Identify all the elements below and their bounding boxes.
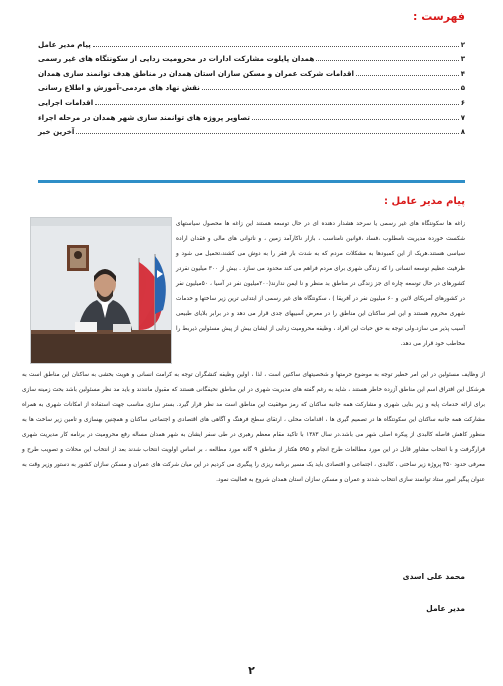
toc-entry[interactable]	[38, 49, 465, 64]
toc-entry-page: ۵	[460, 84, 465, 93]
toc-entry-label: تصاویر پروژه های توانمند سازی شهر همدان در مرحله اجراء	[38, 112, 250, 122]
toc-entry[interactable]	[38, 34, 465, 49]
signatory-title: مدیر عامل	[426, 604, 465, 613]
toc-entry-label: اقدامات اجرایی	[38, 97, 94, 107]
toc-leader-dots	[356, 74, 459, 76]
toc-entry-page: ۶	[460, 98, 465, 107]
toc-leader-dots	[316, 59, 458, 61]
toc-entry-label: نقش نهاد های مردمی-آموزش و اطلاع رسانی	[38, 83, 200, 93]
toc-title: فهرست :	[413, 10, 465, 23]
message-paragraph-2: از وظایف مسئولین در این امر خطیر توجه به موضوع حرمتها و شخصیتهای ساکنین است ، لذا ، اولین وظیفه کنشگران توجه به کرامت انسانی و هویت بخشی به ساکنان این مناطق است به هرشکل این افتراق اسم این مناطق آزرده خاطر هستند ، شاید به رغم گفته های مدیریت شهری در این مناطق نحیفگانی هستند که مقبول مانندند و باید مد نظر مسئولین باشد بحث زمینه سازی برای ارائه خدمات پایه و زیر بنایی شهری و مشارکت همه جانبه ساکنان که رمز موفقیت این مناطق است مد نظر قرار گیرد. بستر سازی مناسب جهت استفاده از امکانات شهری به همراه مشارکت همه جانبه ساکنان این سکونتگاه ها در تصمیم گیری ها ، اقدامات محلی ، ارتقای سطح فرهنگ و آگاهی های اقتصادی و اجتماعی ساکنان و همچنین بهسازی و تامین زیر ساخت ها به منظور کاهش فاصله کالبدی از پیکره اصلی شهر می باشد.در سال ۱۳۸۳ با تاکید مقام معظم رهبری در طی سفر ایشان به شهر همدان مساله رفع محرومیت در برنامه کار مدیریت شهری قرارگرفت و با انتخاب مشاور قابل در این مورد مطالعات طرح انجام و ۵۹۵ هکتار از مناطق ۹ گانه مورد مطالعه ، بر اساس اولویت انتخاب شدند بعد از انتخاب این محلات و تصویب طرح و معرفی حدود ۳۵۰ پروژه زیر ساختی ، کالبدی ، اجتماعی و اقتصادی باید یک مسیر برنامه ریزی را پیگیری می کردیم در این میان شرکت های عمران و مسکن سازان کشور به دستور وزیر وقت به عنوان پیگیر امور ستاد توانمند سازی انتخاب شدند و عمران و مسکن سازان استان همدان شروع به فعالیت نمود.	[22, 372, 485, 483]
toc-entry[interactable]	[38, 63, 465, 78]
toc-entry-page: ۸	[460, 128, 465, 137]
toc-entry-page: ۲	[460, 40, 465, 49]
portrait-photo	[30, 217, 172, 364]
toc-leader-dots	[202, 88, 459, 90]
message-paragraph-1: زاغه ها سکونتگاه های غیر رسمی یا سرحد هشدار دهنده ای در حال توسعه هستند این زاغه ها محصول سیاستهای شکست خورده مدیریت نامطلوب ،فساد ،قوانین نامناسب ، بازار ناکارآمد زمین ، و ناتوانی های مالی و فقدان اراده سیاسی هستند.هریک از این کمبودها به مشکلات مردم که به شدت بار فقر را به دوش می کشند،تحمیل می شود و ظرفیت عظیم توسعه انسانی را که زندگی شهری برای مردم فراهم می کند محدود می سازد . بیش از ۳۰۰ میلیون نفردر کشورهای در حال توسعه چاره ای جز زندگی در مناطق بد منظر و نا ایمن ندارند(۲۰۰میلیون نفر در آسیا ، ۵۰میلیون نفر در کشورهای آمریکای لاتین و ۶۰ میلیون نفر در آفریقا ) ، سکونتگاه های غیر رسمی از ابتدایی ترین زیر ساختها و خدمات شهری محروم هستند و این امر ساکنان این مناطق را در معرض آسیبهای جدی قرار می دهد و در برابر بلایای طبیعی آسیب پذیر می سازد.ولی توجه به حق حیات این افراد ، وظیفه محرومیت زدایی از ایشان بیش از پیش مسئولین ذیربط را مخاطب خود قرار می دهد.	[176, 221, 465, 347]
toc-entry-label: آخرین خبر	[38, 127, 75, 137]
toc-entry-page: ۳	[460, 55, 465, 64]
toc-entry[interactable]	[38, 107, 465, 122]
toc-entry[interactable]	[38, 122, 465, 137]
toc-entry-label: همدان پایلوت مشارکت ادارات در محرومیت زدایی از سکونتگاه های غیر رسمی	[38, 54, 315, 64]
toc-entry-label: اقدامات شرکت عمران و مسکن سازان استان همدان در مناطق هدف توانمند سازی همدان	[38, 68, 355, 78]
toc-entry[interactable]	[38, 78, 465, 93]
toc-entry-label: پیام مدیر عامل	[38, 39, 91, 49]
toc-leader-dots	[95, 103, 459, 105]
signatory-name: محمد علی اسدی	[402, 572, 465, 581]
page-number: ۲	[248, 664, 255, 677]
toc-leader-dots	[252, 118, 459, 120]
toc-leader-dots	[93, 45, 459, 47]
section-title: پیام مدیر عامل :	[383, 196, 465, 207]
toc-leader-dots	[76, 132, 458, 134]
table-of-contents	[38, 34, 465, 136]
toc-entry[interactable]	[38, 92, 465, 107]
section-divider	[38, 180, 465, 183]
toc-entry-page: ۷	[460, 113, 465, 122]
toc-entry-page: ۴	[460, 69, 465, 78]
